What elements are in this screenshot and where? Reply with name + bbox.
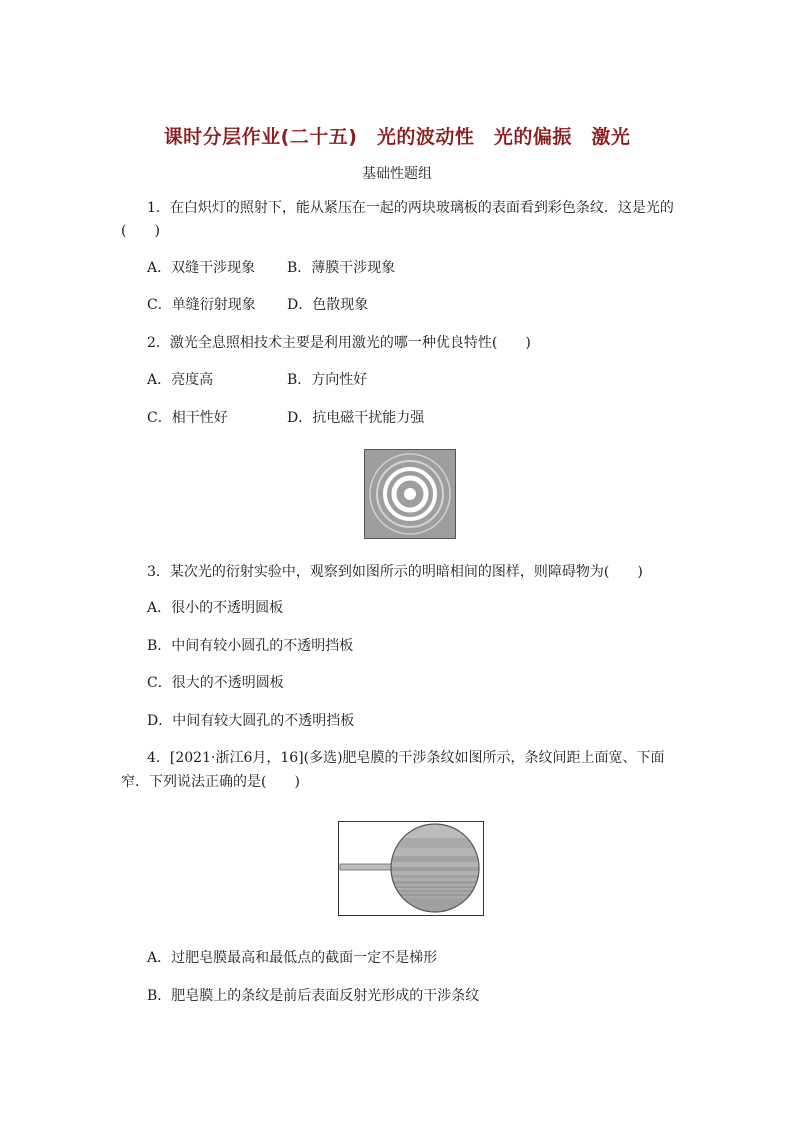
question-2-text: 2．激光全息照相技术主要是利用激光的哪一种优良特性( ) (147, 335, 531, 351)
question-3-text: 3．某次光的衍射实验中，观察到如图所示的明暗相间的图样，则障碍物为( ) (147, 564, 643, 580)
soap-film-figure (338, 821, 484, 916)
question-1-text-cont: ( ) (121, 223, 160, 239)
question-1-option-d: D．色散现象 (287, 297, 369, 313)
question-4-option-a: A．过肥皂膜最高和最低点的截面一定不是梯形 (147, 950, 438, 966)
diffraction-pattern-figure (364, 449, 456, 539)
question-4-text-cont: 窄．下列说法正确的是( ) (121, 774, 300, 790)
question-2-option-b: B．方向性好 (287, 372, 368, 388)
question-4-option-b: B．肥皂膜上的条纹是前后表面反射光形成的干涉条纹 (147, 988, 480, 1004)
question-1-option-a: A．双缝干涉现象 (147, 260, 256, 276)
question-1-text: 1．在白炽灯的照射下，能从紧压在一起的两块玻璃板的表面看到彩色条纹．这是光的 (147, 200, 674, 216)
question-2-option-d: D．抗电磁干扰能力强 (287, 410, 425, 426)
question-1-option-c: C．单缝衍射现象 (147, 297, 256, 313)
question-1-option-b: B．薄膜干涉现象 (287, 260, 396, 276)
question-3-option-a: A．很小的不透明圆板 (147, 600, 284, 616)
question-4-text: 4．[2021·浙江6月，16](多选)肥皂膜的干涉条纹如图所示，条纹间距上面宽、下面 (147, 750, 665, 766)
section-title: 基础性题组 (362, 166, 432, 182)
question-3-option-d: D．中间有较大圆孔的不透明挡板 (147, 713, 355, 729)
question-2-option-a: A．亮度高 (147, 372, 214, 388)
question-2-option-c: C．相干性好 (147, 410, 228, 426)
page-title: 课时分层作业(二十五) 光的波动性 光的偏振 激光 (163, 126, 631, 148)
question-3-option-c: C．很大的不透明圆板 (147, 675, 284, 691)
question-3-option-b: B．中间有较小圆孔的不透明挡板 (147, 638, 354, 654)
